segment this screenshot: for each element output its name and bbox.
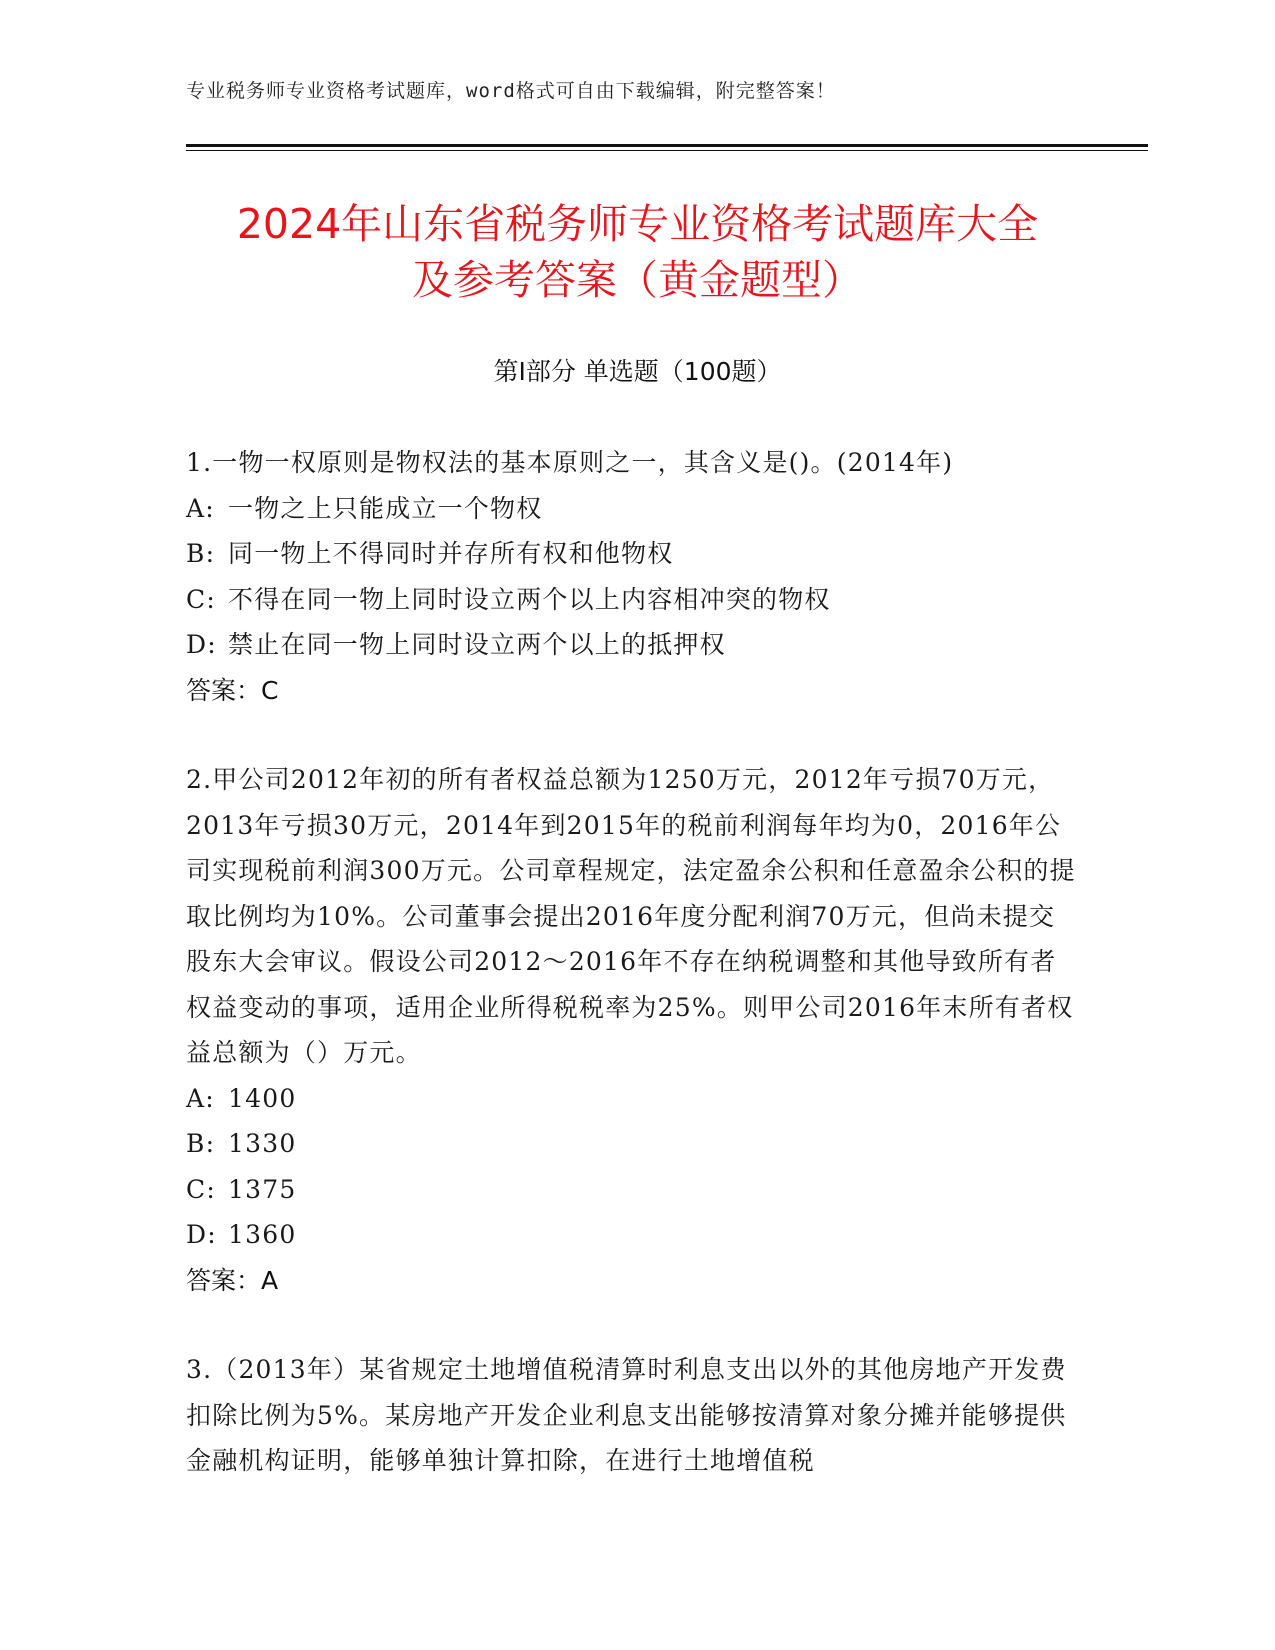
option-text: 同一物上不得同时并存所有权和他物权 [228, 539, 674, 568]
option-text: 不得在同一物上同时设立两个以上内容相冲突的物权 [228, 584, 831, 614]
answer-label: 答案：A [186, 1265, 279, 1295]
option-d [186, 1212, 1076, 1258]
option-text: 1330 [228, 1129, 297, 1158]
header-divider-thin [186, 150, 1148, 151]
option-text: 1360 [228, 1220, 297, 1249]
option-a [186, 1076, 1076, 1122]
option-b [186, 531, 1076, 577]
answer-label: 答案：C [186, 675, 279, 705]
header-note: 专业税务师专业资格考试题库，word格式可自由下载编辑，附完整答案！ [186, 80, 836, 102]
option-text: 禁止在同一物上同时设立两个以上的抵押权 [228, 630, 726, 659]
option-d [186, 622, 1076, 668]
document-title-line-2: 及参考答案（黄金题型） [412, 256, 863, 304]
question-list [186, 440, 1076, 1528]
option-b [186, 1121, 1076, 1167]
question-text: 2.甲公司2012年初的所有者权益总额为1250万元，2012年亏损70万元，2013年亏损30万元，2014年到2015年的税前利润每年均为0，2016年公司实现税前利润300万元。公司章程规定，法定盈余公积和任意盈余公积的提取比例均为10%。公司董事会提出2016年度分配利润70万元，但尚未提交股东大会审议。假设公司2012～2016年不存在纳税调整和其他导致所有者权益变动的事项，适用企业所得税税率为25%。则甲公司2016年末所有者权益总额为（）万元。 [186, 765, 1076, 1067]
question-3 [186, 1347, 1076, 1484]
document-title [150, 196, 1125, 308]
question-text: 1.一物一权原则是物权法的基本原则之一，其含义是()。(2014年) [186, 448, 954, 477]
option-letter: D: [186, 630, 217, 659]
option-text: 1400 [228, 1083, 297, 1113]
header-divider-thick [186, 144, 1148, 147]
option-letter: A: [186, 1083, 215, 1113]
option-letter: A: [186, 493, 215, 523]
option-letter: C: [186, 584, 216, 614]
document-title-line-1: 2024年山东省税务师专业资格考试题库大全 [236, 200, 1039, 248]
option-c [186, 577, 1076, 623]
option-text: 一物之上只能成立一个物权 [228, 493, 543, 523]
option-text: 1375 [228, 1174, 297, 1204]
option-letter: D: [186, 1220, 217, 1249]
question-text: 3.（2013年）某省规定土地增值税清算时利息支出以外的其他房地产开发费扣除比例为5%。某房地产开发企业利息支出能够按清算对象分摊并能够提供金融机构证明，能够单独计算扣除，在进行土地增值税 [186, 1355, 1067, 1475]
section-title: 第Ⅰ部分 单选题（100题） [493, 357, 782, 386]
option-a [186, 486, 1076, 532]
option-letter: C: [186, 1174, 216, 1204]
option-c [186, 1167, 1076, 1213]
option-letter: B: [186, 1129, 216, 1158]
option-letter: B: [186, 539, 216, 568]
question-2 [186, 757, 1076, 1303]
question-1 [186, 440, 1076, 713]
